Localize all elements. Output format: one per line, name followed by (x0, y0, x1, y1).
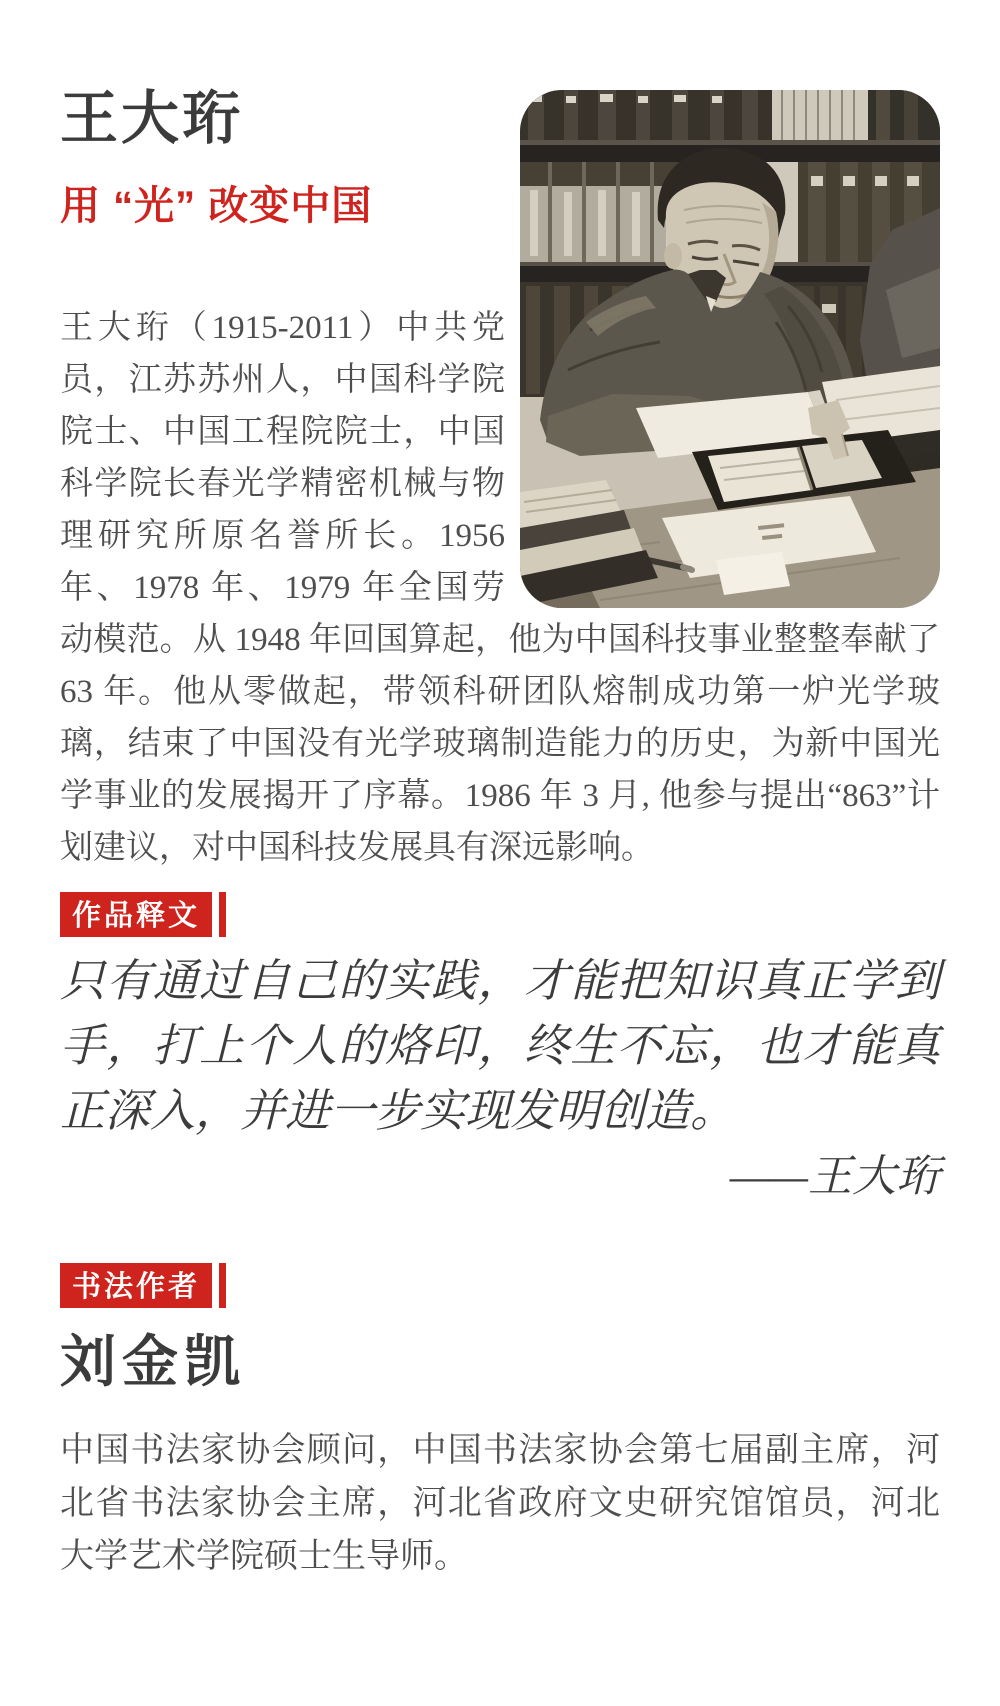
label-accent-bar (219, 892, 226, 937)
calligrapher-label: 书法作者 (60, 1263, 212, 1308)
section-label-calligrapher (60, 1263, 940, 1308)
interpretation-label: 作品释文 (60, 892, 212, 937)
portrait-photo (520, 90, 940, 608)
section-label-interpretation (60, 892, 940, 937)
quote-attribution: ——王大珩 (729, 1152, 940, 1201)
page-tagline: 用 “光” 改变中国 (60, 184, 373, 228)
label-accent-bar (219, 1263, 226, 1308)
page-title: 王大珩 (60, 86, 244, 151)
calligrapher-name: 刘金凯 (60, 1330, 246, 1393)
biography-paragraph: 王大珩（1915-2011）中共党员，江苏苏州人，中国科学院院士、中国工程院院士，中国科学院长春光学精密机械与物理研究所原名誉所长。1956 年、1978 年、1979 年全国劳动模范。从 1948 年回国算起，他为中国科技事业整整奉献了 63 年。他从零做起，带领科研团队熔制成功第一炉光学玻璃，结束了中国没有光学玻璃制造能力的历史，为新中国光学事业的发展揭开了序幕。1986 年 3 月, 他参与提出“863”计划建议，对中国科技发展具有深远影响。 (60, 310, 940, 866)
portrait-photo-illustration (520, 90, 940, 608)
calligrapher-bio: 中国书法家协会顾问，中国书法家协会第七届副主席，河北省书法家协会主席，河北省政府文史研究馆馆员，河北大学艺术学院硕士生导师。 (60, 1432, 940, 1575)
calligraphy-quote: 只有通过自己的实践，才能把知识真正学到手，打上个人的烙印，终生不忘，也才能真正深入，并进一步实现发明创造。 (60, 956, 940, 1136)
